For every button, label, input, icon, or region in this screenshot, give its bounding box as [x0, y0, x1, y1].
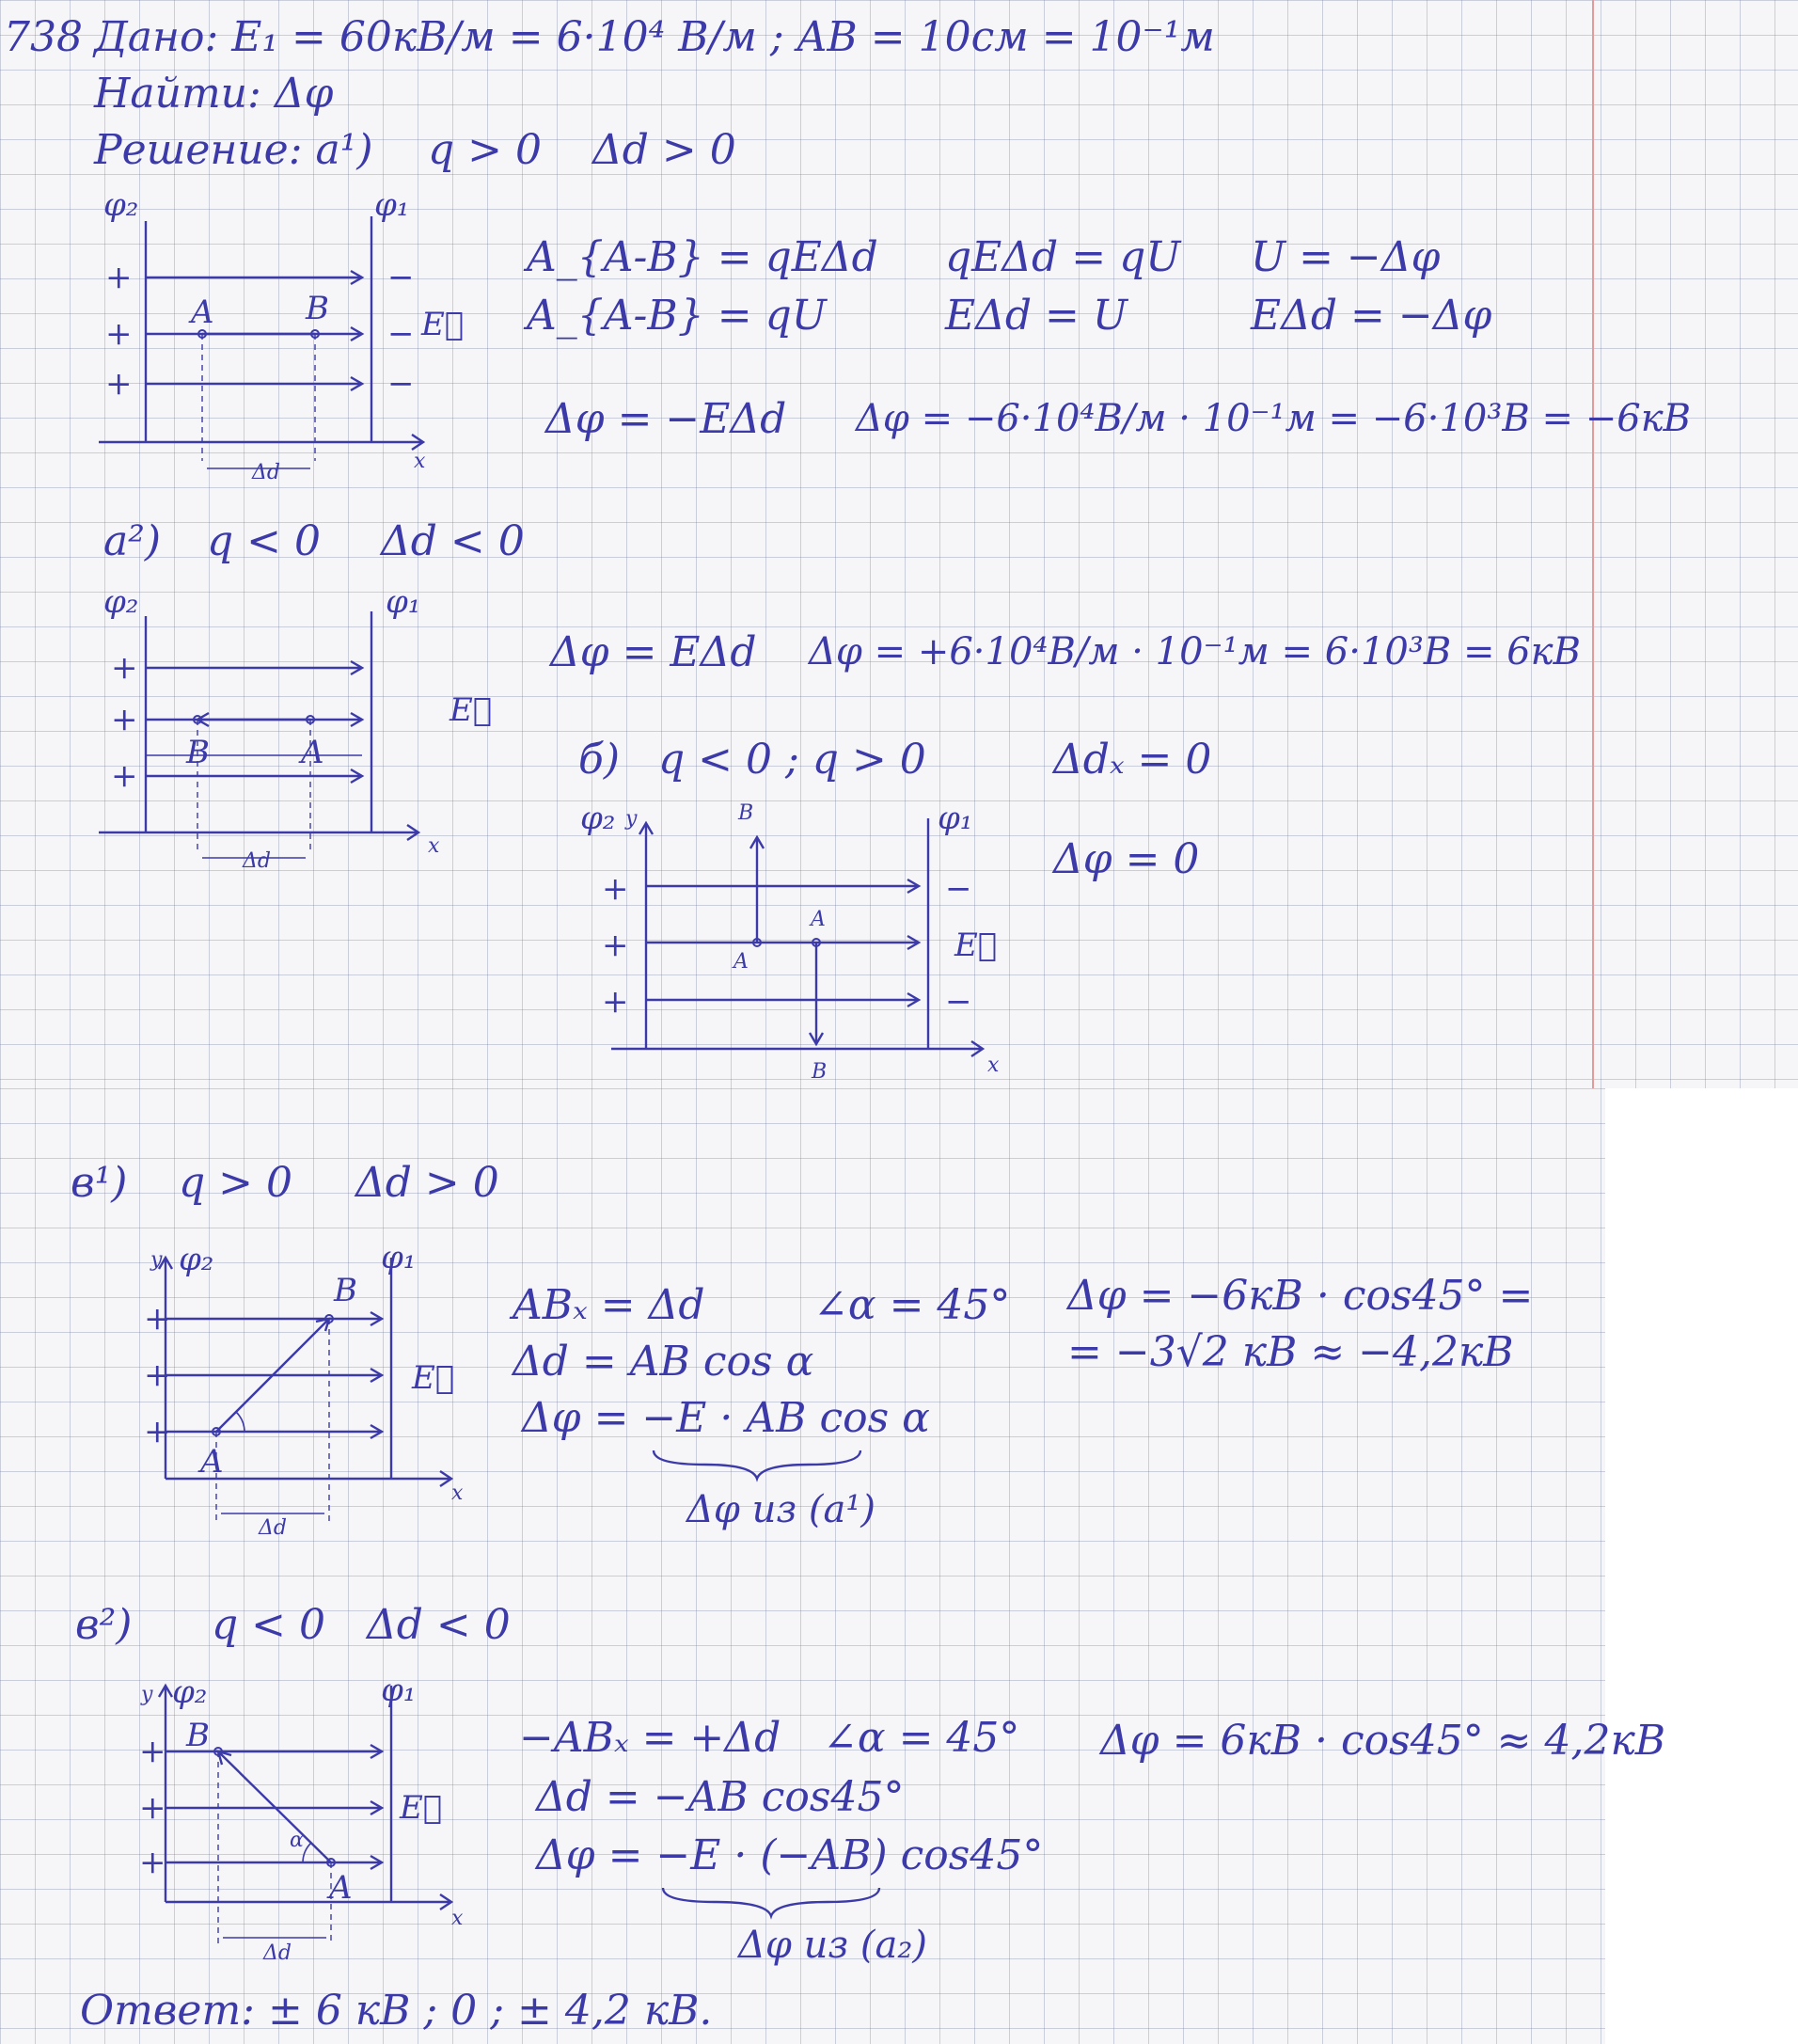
v1-point-B: B [334, 1272, 357, 1309]
v2-eq2: Δd = −AB cos45° [536, 1773, 905, 1821]
b-label-phi2: φ₂ [580, 800, 616, 837]
v1-header: в¹) [71, 1159, 128, 1207]
notebook-page-bottom [0, 1088, 1666, 2044]
b-point-B-top: B [738, 801, 754, 825]
v1-label-phi1: φ₁ [381, 1239, 417, 1276]
v2-plus-2: + [139, 1789, 166, 1827]
problem-number: 738 [4, 13, 83, 61]
v1-plus-2: + [144, 1356, 171, 1394]
v2-header: в²) [75, 1601, 133, 1649]
b-plus-1: + [602, 870, 629, 908]
v1-plus-3: + [144, 1413, 171, 1450]
a2-label-phi1: φ₁ [386, 583, 421, 621]
a1-field-label: E⃗ [421, 306, 465, 343]
v2-plus-3: + [139, 1844, 166, 1881]
v1-condition-d: Δd > 0 [355, 1159, 499, 1207]
v2-eq1: −ABₓ = +Δd [519, 1714, 781, 1762]
a1-condition-d: Δd > 0 [592, 126, 736, 174]
b-plus-2: + [602, 927, 629, 964]
b-label-phi1: φ₁ [938, 800, 973, 837]
v1-label-phi2: φ₂ [179, 1241, 214, 1278]
v2-angle-alpha: α [290, 1829, 304, 1852]
v2-label-phi1: φ₁ [381, 1672, 417, 1709]
a1-axis-x: x [414, 450, 426, 473]
a1-plus-2: + [105, 315, 133, 353]
a1-minus-1: − [387, 259, 415, 296]
a2-plus-1: + [111, 649, 138, 687]
answer-line: Ответ: ± 6 кВ ; 0 ; ± 4,2 кВ. [80, 1987, 713, 2035]
a2-plus-3: + [111, 757, 138, 795]
v1-eq1: ABₓ = Δd [513, 1281, 705, 1329]
v2-eq3: Δφ = −E · (−AB) cos45° [536, 1831, 1044, 1879]
a1-eq1: A_{A-B} = qEΔd [527, 233, 878, 281]
a2-condition-q: q < 0 [207, 517, 321, 565]
v2-point-A: A [329, 1869, 353, 1907]
b-plus-3: + [602, 983, 629, 1021]
v1-brace [649, 1446, 865, 1483]
b-point-A-left: A [733, 950, 749, 974]
a1-minus-3: − [387, 365, 415, 403]
v2-delta-d: Δd [263, 1941, 292, 1965]
a2-axis-x: x [428, 834, 440, 858]
a1-label-phi1: φ₁ [374, 186, 410, 224]
a2-delta-d: Δd [243, 849, 271, 873]
a2-condition-d: Δd < 0 [381, 517, 525, 565]
v1-eq2: Δd = AB cos α [513, 1338, 814, 1386]
v1-axis-y: y [150, 1248, 163, 1272]
a1-eq4: EΔd = U [945, 292, 1128, 340]
v1-delta-d: Δd [259, 1516, 287, 1540]
b-axis-x: x [987, 1054, 1000, 1077]
v2-condition-d: Δd < 0 [367, 1601, 511, 1649]
a1-eq8: Δφ = −6·10⁴В/м · 10⁻¹м = −6·10³В = −6кВ [856, 397, 1691, 440]
a1-plus-3: + [105, 365, 133, 403]
b-result: Δφ = 0 [1053, 835, 1200, 883]
v1-condition-q: q > 0 [179, 1159, 292, 1207]
a2-field-label: E⃗ [450, 691, 493, 729]
v2-eq3-note: Δφ из (а₂) [738, 1924, 927, 1967]
a2-eq2: Δφ = +6·10⁴В/м · 10⁻¹м = 6·10³В = 6кВ [809, 630, 1581, 673]
v2-axis-y: y [141, 1683, 153, 1706]
a1-eq5: U = −Δφ [1251, 233, 1441, 281]
a1-eq3: qEΔd = qU [945, 233, 1181, 281]
find-line: Найти: Δφ [94, 70, 334, 118]
b-axis-y: y [625, 807, 638, 831]
a1-point-B: B [306, 290, 329, 327]
diagram-b [583, 809, 1016, 1091]
b-minus-2: − [945, 983, 972, 1021]
v1-result-2: = −3√2 кВ ≈ −4,2кВ [1067, 1328, 1514, 1376]
a2-point-A: A [301, 734, 324, 771]
a2-label-phi2: φ₂ [103, 583, 139, 621]
v1-field-label: E⃗ [412, 1359, 455, 1397]
given-line: Дано: E₁ = 60кВ/м = 6·10⁴ В/м ; AB = 10см = 10⁻¹м [94, 13, 1215, 61]
a1-delta-d: Δd [252, 461, 280, 484]
b-point-B-bottom: B [812, 1060, 828, 1084]
v1-eq3: Δφ = −E · AB cos α [522, 1394, 930, 1442]
v2-point-B: B [186, 1717, 210, 1754]
v2-result: Δφ = 6кВ · cos45° ≈ 4,2кВ [1100, 1717, 1666, 1765]
a1-eq6: EΔd = −Δφ [1251, 292, 1492, 340]
solution-label: Решение: а¹) [94, 126, 373, 174]
v2-eq1b: ∠α = 45° [823, 1714, 1020, 1762]
v2-brace [658, 1883, 884, 1921]
v1-plus-1: + [144, 1300, 171, 1338]
diagram-a2 [89, 602, 447, 884]
v2-field-label: E⃗ [400, 1789, 443, 1827]
a2-header: а²) [103, 517, 162, 565]
a1-minus-2: − [387, 315, 415, 353]
b-condition-d: Δdₓ = 0 [1053, 736, 1212, 784]
b-minus-1: − [945, 870, 972, 908]
v2-label-phi2: φ₂ [172, 1673, 208, 1711]
a1-point-A: A [191, 293, 214, 331]
a1-eq7: Δφ = −EΔd [545, 395, 787, 443]
v2-axis-x: x [451, 1907, 464, 1930]
a2-point-B: B [186, 734, 210, 771]
a2-eq1: Δφ = EΔd [550, 628, 757, 676]
v1-point-A: A [200, 1443, 224, 1481]
v1-eq3-note: Δφ из (а¹) [686, 1488, 875, 1531]
a1-eq2: A_{A-B} = qU [527, 292, 827, 340]
v1-eq1b: ∠α = 45° [813, 1281, 1011, 1329]
v2-condition-q: q < 0 [212, 1601, 325, 1649]
v1-result-1: Δφ = −6кВ · cos45° = [1067, 1272, 1534, 1320]
b-header: б) [578, 736, 621, 784]
b-condition: q < 0 ; q > 0 [658, 736, 926, 784]
a1-condition-q: q > 0 [428, 126, 542, 174]
a2-plus-2: + [111, 701, 138, 738]
v1-axis-x: x [451, 1482, 464, 1505]
v2-plus-1: + [139, 1733, 166, 1770]
margin-line [1592, 0, 1594, 1088]
a1-plus-1: + [105, 259, 133, 296]
b-field-label: E⃗ [954, 927, 998, 964]
b-point-A-right: A [811, 908, 826, 931]
a1-label-phi2: φ₂ [103, 186, 139, 224]
